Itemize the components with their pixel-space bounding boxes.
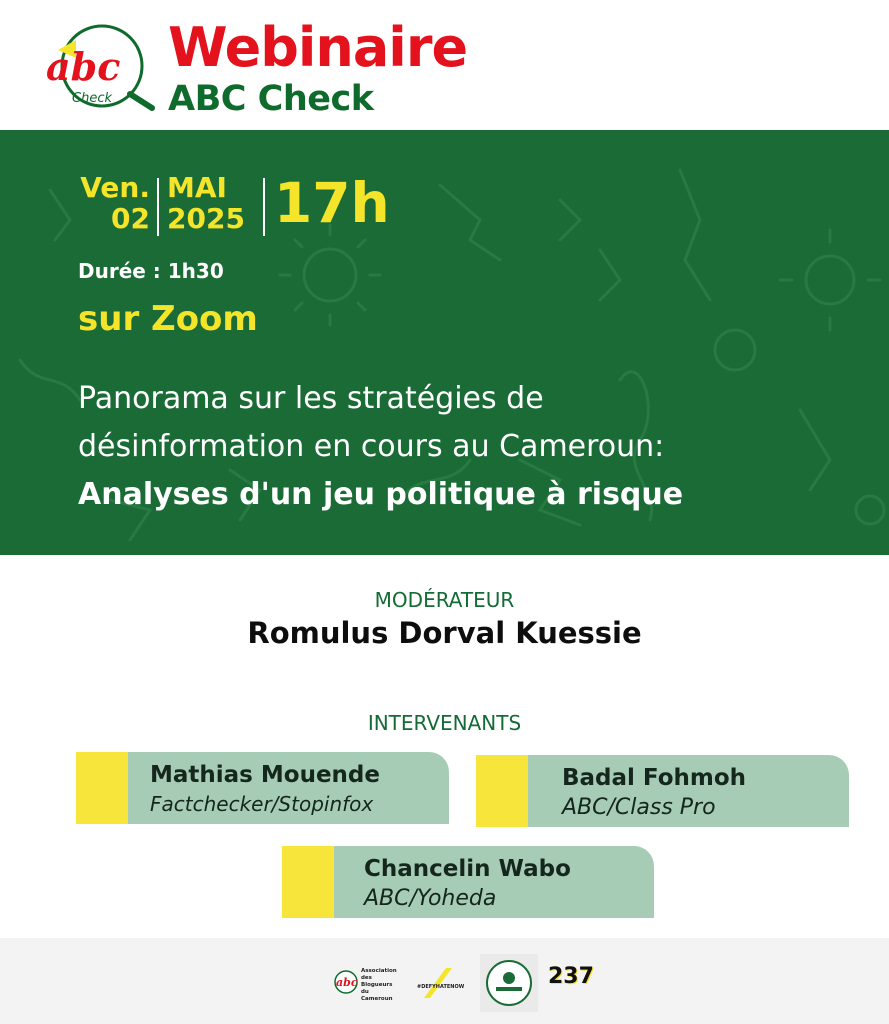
speaker-card-accent [282,846,334,918]
speaker-card-accent [76,752,128,824]
abc-check-logo [46,22,162,114]
speakers-label: INTERVENANTS [367,711,522,735]
speaker-name: Chancelin Wabo [364,856,571,882]
svg-text:#DEFYHATENOW: #DEFYHATENOW [417,984,465,990]
speaker-card [282,846,654,918]
event-month [167,172,245,234]
speaker-card [76,752,449,824]
speaker-role: ABC/Class Pro [562,795,716,820]
event-banner [0,130,889,555]
svg-text:abc: abc [336,976,358,989]
defyhatenow-logo [416,966,464,1002]
event-day [74,172,150,234]
partner-237-logo: 237 [548,964,594,989]
header [0,0,889,130]
description-line-1: Panorama sur les stratégies de [78,381,544,416]
webinar-title: Webinaire [168,16,468,79]
day-number: 02 [111,202,150,235]
speaker-name: Mathias Mouende [150,762,380,788]
speaker-card [476,755,849,827]
speaker-name: Badal Fohmoh [562,765,747,791]
day-name: Ven. [80,171,150,204]
abc-association-logo: abc Association des Blogueurs du Cameroun [336,968,397,1002]
event-platform: sur Zoom [78,299,258,339]
event-duration: Durée : 1h30 [78,259,224,283]
svg-text:Check: Check [72,91,112,106]
date-separator [157,178,159,236]
speaker-card-accent [476,755,528,827]
description-line-3: Analyses d'un jeu politique à risque [78,477,684,512]
speaker-role: ABC/Yoheda [364,886,497,911]
event-hour: 17h [274,171,390,235]
time-separator [263,178,265,236]
year: 2025 [167,202,245,235]
description-line-2: désinformation en cours au Cameroun: [78,429,665,464]
month-name: MAI [167,171,227,204]
webinar-subtitle: ABC Check [168,79,374,119]
event-description [78,375,683,519]
partner-badge-logo [480,954,538,1012]
moderator-name: Romulus Dorval Kuessie [247,616,642,650]
svg-text:abc: abc [46,44,121,89]
moderator-label: MODÉRATEUR [374,588,515,612]
partner-logos-footer [0,938,889,1024]
speaker-role: Factchecker/Stopinfox [150,792,374,816]
